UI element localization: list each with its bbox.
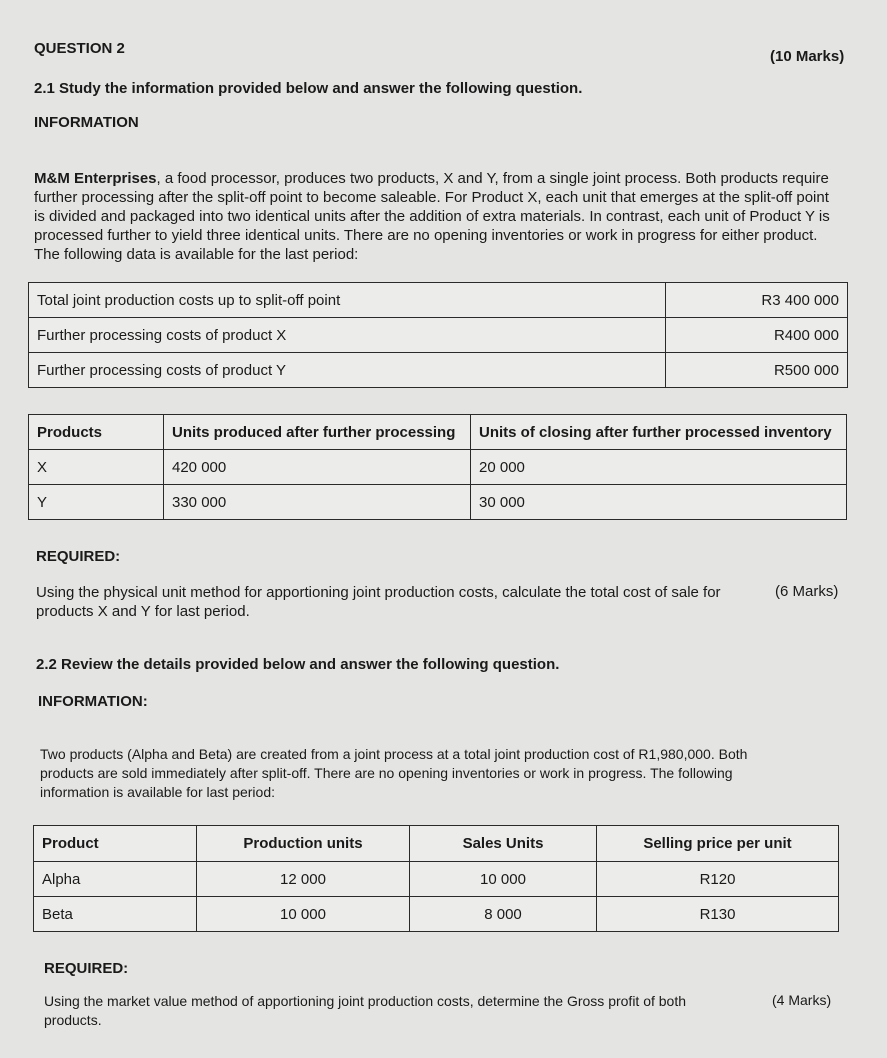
company-name: M&M Enterprises	[34, 170, 157, 187]
market-value-table	[33, 825, 839, 932]
q22-required-text: Using the market value method of apportioning joint production costs, determine the Gross profit of both products.	[44, 993, 687, 1028]
q22-required-marks: (4 Marks)	[772, 992, 832, 1008]
table-row	[29, 283, 848, 318]
table-cell: 8 000	[410, 897, 597, 932]
column-header: Units produced after further processing	[164, 415, 471, 450]
column-header: Selling price per unit	[597, 826, 839, 862]
units-table	[28, 414, 847, 520]
table-cell: 10 000	[197, 897, 410, 932]
table-cell: 420 000	[164, 450, 471, 485]
q21-paragraph	[34, 169, 842, 264]
cost-value: R3 400 000	[666, 283, 848, 318]
table-cell: R120	[597, 862, 839, 897]
table-cell: 30 000	[471, 485, 847, 520]
q22-info-label: INFORMATION:	[38, 693, 148, 710]
q22-required-label: REQUIRED:	[44, 960, 129, 977]
question-title: QUESTION 2	[34, 40, 125, 57]
table-cell: 20 000	[471, 450, 847, 485]
table-cell: Y	[29, 485, 164, 520]
q21-info-label: INFORMATION	[34, 114, 139, 131]
table-row	[34, 862, 839, 897]
table-cell: 10 000	[410, 862, 597, 897]
table-row	[29, 318, 848, 353]
table-cell: 12 000	[197, 862, 410, 897]
table-cell: Beta	[34, 897, 197, 932]
cost-value: R400 000	[666, 318, 848, 353]
column-header: Products	[29, 415, 164, 450]
table-cell: X	[29, 450, 164, 485]
q22-heading: 2.2 Review the details provided below and answer the following question.	[36, 656, 560, 673]
cost-label: Further processing costs of product X	[29, 318, 666, 353]
q21-required-label: REQUIRED:	[36, 548, 121, 565]
column-header: Production units	[197, 826, 410, 862]
q21-paragraph-text: , a food processor, produces two products, X and Y, from a single joint process. Both products require further processing after the split-off point to become saleable. For Product X, each unit that emerges at the split-off point is divided and packaged into two identical units after the addition of extra materials. In contrast, each unit of Product Y is processed further to yield three identical units. There are no opening inventories or work in progress for either product. The following data is available for the last period:	[34, 170, 830, 263]
table-row	[29, 450, 847, 485]
table-header-row	[29, 415, 847, 450]
column-header: Units of closing after further processed inventory	[471, 415, 847, 450]
table-header-row	[34, 826, 839, 862]
table-row	[29, 353, 848, 388]
column-header: Sales Units	[410, 826, 597, 862]
column-header: Product	[34, 826, 197, 862]
cost-label: Total joint production costs up to split-off point	[29, 283, 666, 318]
table-cell: 330 000	[164, 485, 471, 520]
table-row	[34, 897, 839, 932]
q21-required-text: Using the physical unit method for apportioning joint production costs, calculate the total cost of sale for products X and Y for last period.	[36, 584, 721, 620]
cost-table	[28, 282, 848, 388]
cost-value: R500 000	[666, 353, 848, 388]
question-marks: (10 Marks)	[770, 48, 845, 65]
q21-required-marks: (6 Marks)	[775, 583, 839, 600]
cost-label: Further processing costs of product Y	[29, 353, 666, 388]
table-cell: Alpha	[34, 862, 197, 897]
q22-paragraph: Two products (Alpha and Beta) are created from a joint process at a total joint production cost of R1,980,000. Both products are sold immediately after split-off. There are no opening inventories or work in progress. The following information is available for last period:	[40, 746, 748, 800]
table-row	[29, 485, 847, 520]
table-cell: R130	[597, 897, 839, 932]
q21-heading: 2.1 Study the information provided below and answer the following question.	[34, 80, 583, 97]
